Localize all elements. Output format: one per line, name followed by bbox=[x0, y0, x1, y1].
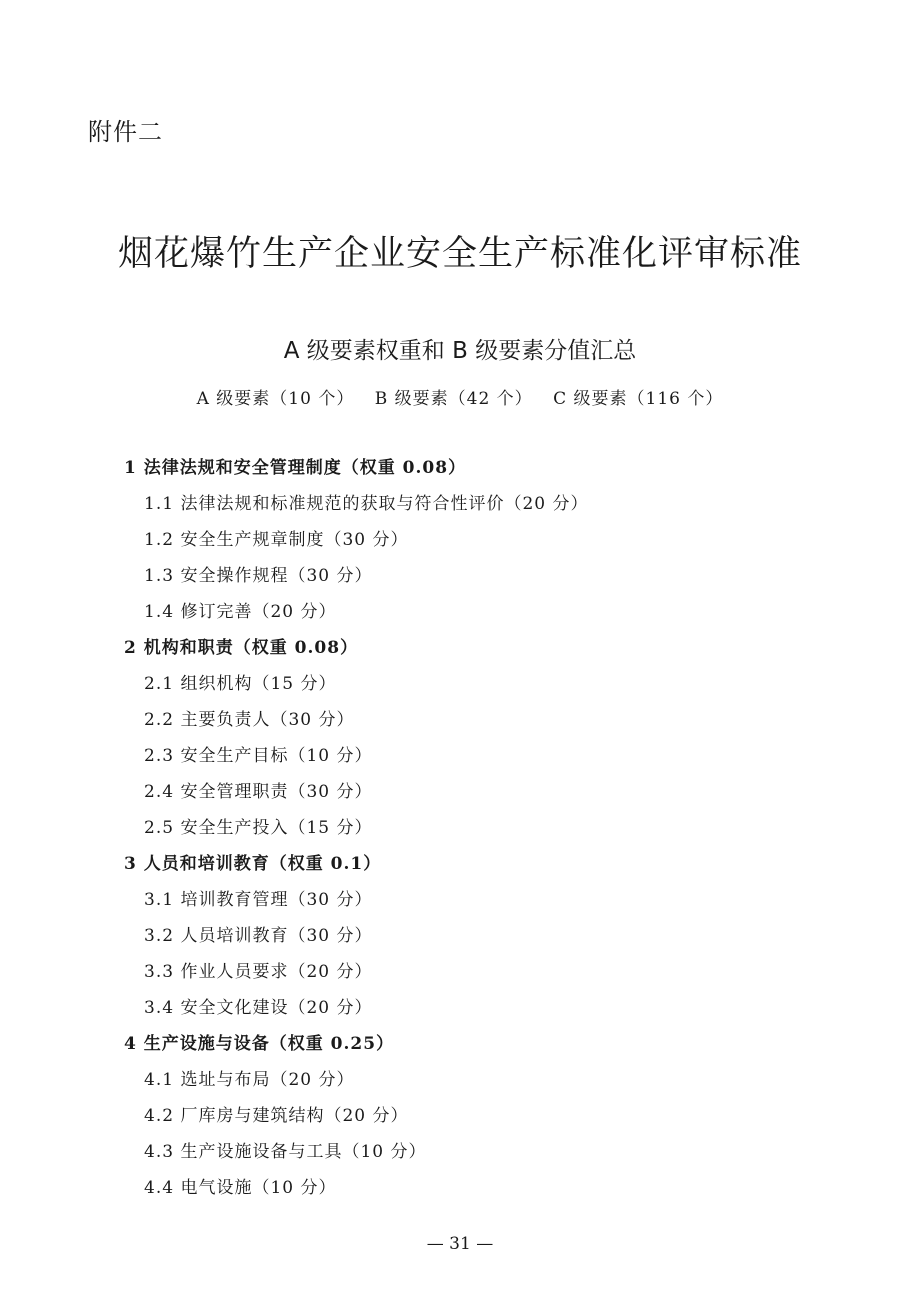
count-a-elements: A 级要素（10 个） bbox=[196, 389, 355, 409]
a-element-item: 2 机构和职责（权重 0.08） bbox=[124, 638, 359, 658]
b-element-item: 3.4 安全文化建设（20 分） bbox=[144, 998, 373, 1018]
b-element-item: 2.2 主要负责人（30 分） bbox=[144, 710, 355, 730]
b-element-item: 1.1 法律法规和标准规范的获取与符合性评价（20 分） bbox=[144, 494, 589, 514]
b-element-item: 2.4 安全管理职责（30 分） bbox=[144, 782, 373, 802]
b-element-item: 1.4 修订完善（20 分） bbox=[144, 602, 337, 622]
b-element-item: 2.5 安全生产投入（15 分） bbox=[144, 818, 373, 838]
count-b-elements: B 级要素（42 个） bbox=[374, 389, 533, 409]
b-element-item: 1.3 安全操作规程（30 分） bbox=[144, 566, 373, 586]
b-element-item: 3.3 作业人员要求（20 分） bbox=[144, 962, 373, 982]
document-subtitle: A 级要素权重和 B 级要素分值汇总 bbox=[283, 338, 637, 364]
b-element-item: 4.1 选址与布局（20 分） bbox=[144, 1070, 355, 1090]
element-counts bbox=[0, 384, 920, 409]
element-outline bbox=[0, 450, 920, 1206]
attachment-label: 附件二 bbox=[88, 118, 163, 146]
a-element-item: 1 法律法规和安全管理制度（权重 0.08） bbox=[124, 458, 467, 478]
count-c-elements: C 级要素（116 个） bbox=[553, 389, 724, 409]
a-element-item: 4 生产设施与设备（权重 0.25） bbox=[124, 1034, 395, 1054]
page-number: — 31 — bbox=[426, 1234, 494, 1254]
b-element-item: 4.3 生产设施设备与工具（10 分） bbox=[144, 1142, 427, 1162]
document-title: 烟花爆竹生产企业安全生产标准化评审标准 bbox=[117, 234, 802, 274]
a-element-item: 3 人员和培训教育（权重 0.1） bbox=[124, 854, 382, 874]
b-element-item: 2.1 组织机构（15 分） bbox=[144, 674, 337, 694]
b-element-item: 1.2 安全生产规章制度（30 分） bbox=[144, 530, 409, 550]
b-element-item: 3.1 培训教育管理（30 分） bbox=[144, 890, 373, 910]
b-element-item: 4.2 厂库房与建筑结构（20 分） bbox=[144, 1106, 409, 1126]
b-element-item: 3.2 人员培训教育（30 分） bbox=[144, 926, 373, 946]
b-element-item: 4.4 电气设施（10 分） bbox=[144, 1178, 337, 1198]
b-element-item: 2.3 安全生产目标（10 分） bbox=[144, 746, 373, 766]
